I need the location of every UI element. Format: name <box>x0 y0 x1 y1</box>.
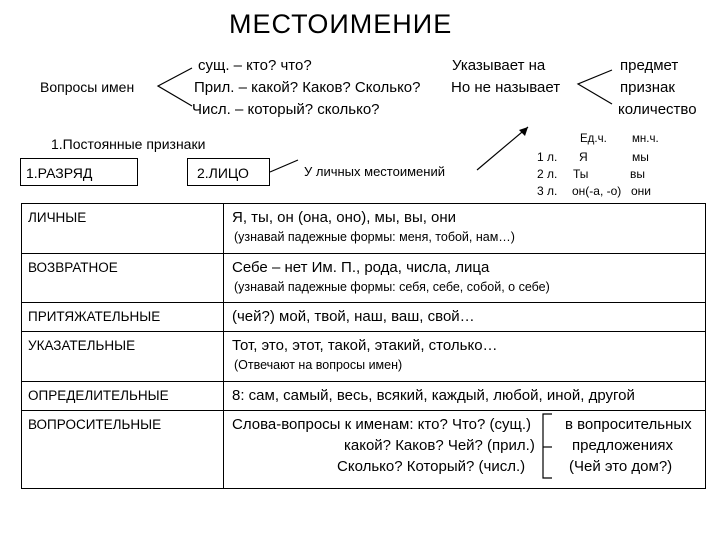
interrogative-line-3-right: (Чей это дом?) <box>569 458 673 475</box>
rank-cell <box>224 303 706 332</box>
person-box <box>187 158 270 186</box>
question-line-2: Прил. – какой? Каков? Сколько? <box>194 79 421 96</box>
interrogative-line-1-right: в вопросительных <box>565 416 692 433</box>
person-1: 1 л. <box>537 150 558 164</box>
rank-cell <box>224 382 706 411</box>
pronoun-rank-table <box>21 203 706 489</box>
target-object: предмет <box>620 57 679 74</box>
person-arrowhead <box>519 127 528 136</box>
questions-bracket <box>158 68 192 106</box>
plural-1: мы <box>632 150 649 164</box>
col-singular: Ед.ч. <box>580 133 607 145</box>
rank-text: 8: сам, самый, весь, всякий, каждый, любой, иной, другой <box>232 387 635 404</box>
targets-bracket <box>578 70 612 104</box>
question-line-1: сущ. – кто? что? <box>198 57 312 74</box>
rank-cell <box>224 332 706 382</box>
interrogative-line-2-left: какой? Каков? Чей? (прил.) <box>344 437 535 454</box>
interrogative-line-3 <box>232 458 705 479</box>
rank-text: Я, ты, он (она, оно), мы, вы, они <box>232 209 457 226</box>
question-line-3: Числ. – который? сколько? <box>192 101 380 118</box>
table-row <box>22 382 706 411</box>
table-row <box>22 204 706 254</box>
indicates-line-2: Но не называет <box>451 79 561 96</box>
table-row <box>22 303 706 332</box>
singular-3: он(-а, -о) <box>572 184 622 198</box>
target-feature: признак <box>620 79 675 96</box>
rank-name: ОПРЕДЕЛИТЕЛЬНЫЕ <box>22 382 224 411</box>
person-connector <box>270 160 298 172</box>
rank-text: (чей?) мой, твой, наш, ваш, свой… <box>232 308 475 325</box>
rank-note: (узнавай падежные формы: меня, тобой, нам…) <box>234 230 515 244</box>
rank-name: ВОПРОСИТЕЛЬНЫЕ <box>22 411 224 489</box>
rank-cell <box>224 204 706 254</box>
singular-1: Я <box>579 150 588 164</box>
rank-cell <box>224 254 706 303</box>
table-row <box>22 411 706 489</box>
interrogative-line-1 <box>232 416 705 437</box>
interrogative-line-3-left: Сколько? Который? (числ.) <box>337 458 526 475</box>
rank-note: (Отвечают на вопросы имен) <box>234 358 403 372</box>
target-quantity: количество <box>618 101 697 118</box>
person-arrow <box>477 127 528 170</box>
singular-2: Ты <box>573 167 589 181</box>
indicates-line-1: Указывает на <box>452 57 546 74</box>
rank-text: Себе – нет Им. П., рода, числа, лица <box>232 259 490 276</box>
rank-text: Тот, это, этот, такой, этакий, столько… <box>232 337 498 354</box>
page-title: МЕСТОИМЕНИЕ <box>229 9 453 39</box>
col-plural: мн.ч. <box>632 133 659 145</box>
table-row <box>22 332 706 382</box>
person-label: 2.ЛИЦО <box>197 165 249 181</box>
rank-name: ВОЗВРАТНОЕ <box>22 254 224 303</box>
rank-name: УКАЗАТЕЛЬНЫЕ <box>22 332 224 382</box>
table-row <box>22 254 706 303</box>
rank-label: 1.РАЗРЯД <box>26 165 93 181</box>
interrogative-line-1-left: Слова-вопросы к именам: кто? Что? (сущ.) <box>232 416 532 433</box>
rank-box <box>20 158 138 186</box>
interrogative-cell <box>224 411 706 489</box>
questions-label: Вопросы имен <box>40 79 135 95</box>
person-3: 3 л. <box>537 184 558 198</box>
personal-note: У личных местоимений <box>304 164 445 179</box>
plural-2: вы <box>630 167 645 181</box>
rank-name: ЛИЧНЫЕ <box>22 204 224 254</box>
plural-3: они <box>631 184 652 198</box>
rank-name: ПРИТЯЖАТЕЛЬНЫЕ <box>22 303 224 332</box>
constant-features-header: 1.Постоянные признаки <box>51 136 206 152</box>
person-2: 2 л. <box>537 167 558 181</box>
interrogative-line-2 <box>232 437 705 458</box>
rank-note: (узнавай падежные формы: себя, себе, собой, о себе) <box>234 280 550 294</box>
interrogative-line-2-right: предложениях <box>572 437 673 454</box>
